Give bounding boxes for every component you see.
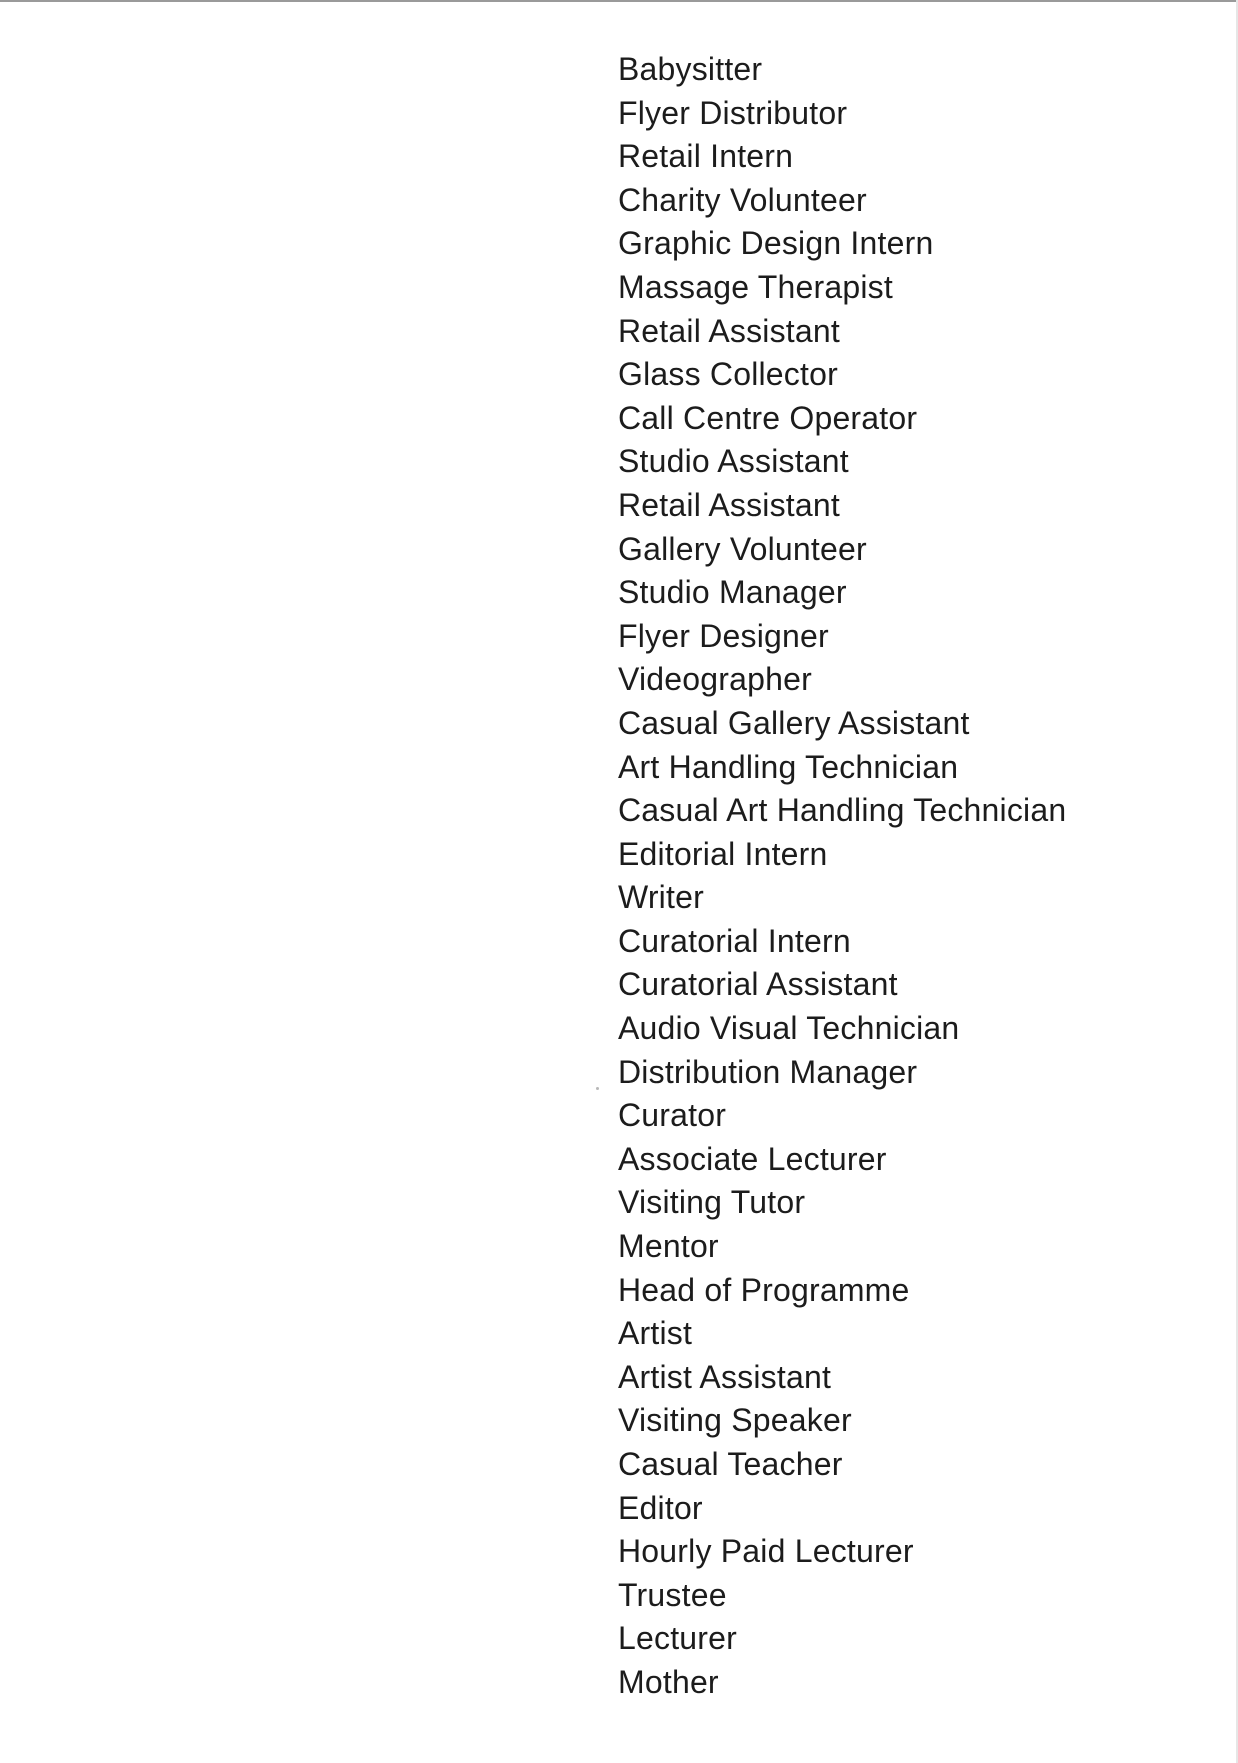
occupation-item: Associate Lecturer bbox=[618, 1140, 887, 1177]
scan-speck bbox=[596, 1087, 599, 1090]
occupation-item: Lecturer bbox=[618, 1620, 737, 1657]
occupation-item: Videographer bbox=[618, 661, 812, 698]
occupation-item: Artist bbox=[618, 1315, 693, 1352]
occupation-item: Visiting Speaker bbox=[618, 1402, 852, 1439]
occupation-item: Curatorial Assistant bbox=[618, 966, 898, 1003]
occupation-item: Curatorial Intern bbox=[618, 922, 851, 959]
occupation-item: Editorial Intern bbox=[618, 835, 828, 872]
occupation-item: Distribution Manager bbox=[618, 1053, 918, 1090]
occupation-item: Charity Volunteer bbox=[618, 181, 867, 218]
occupation-item: Hourly Paid Lecturer bbox=[618, 1533, 914, 1570]
occupation-item: Studio Assistant bbox=[618, 443, 849, 480]
occupation-item: Audio Visual Technician bbox=[618, 1010, 960, 1047]
occupation-item: Flyer Designer bbox=[618, 617, 829, 654]
occupation-item: Head of Programme bbox=[618, 1271, 910, 1308]
occupation-item: Art Handling Technician bbox=[618, 748, 959, 785]
occupation-item: Gallery Volunteer bbox=[618, 530, 867, 567]
occupation-item: Studio Manager bbox=[618, 574, 847, 611]
occupation-item: Artist Assistant bbox=[618, 1358, 832, 1395]
occupation-item: Retail Intern bbox=[618, 138, 794, 175]
occupation-item: Visiting Tutor bbox=[618, 1184, 806, 1221]
occupation-item: Glass Collector bbox=[618, 356, 838, 393]
occupation-item: Mentor bbox=[618, 1228, 719, 1265]
occupation-item: Curator bbox=[618, 1097, 727, 1134]
occupation-item: Graphic Design Intern bbox=[618, 225, 934, 262]
occupation-item: Editor bbox=[618, 1489, 703, 1526]
occupation-item: Flyer Distributor bbox=[618, 94, 848, 131]
occupation-item: Retail Assistant bbox=[618, 486, 840, 523]
occupation-item: Casual Art Handling Technician bbox=[618, 792, 1067, 829]
occupation-list bbox=[618, 48, 1066, 1705]
occupation-item: Massage Therapist bbox=[618, 268, 893, 305]
occupation-item: Mother bbox=[618, 1663, 719, 1700]
occupation-item: Trustee bbox=[618, 1576, 727, 1613]
occupation-item: Casual Teacher bbox=[618, 1446, 843, 1482]
top-edge-rule bbox=[0, 0, 1238, 2]
occupation-item: Babysitter bbox=[618, 51, 763, 87]
occupation-item: Call Centre Operator bbox=[618, 399, 918, 436]
occupation-item: Retail Assistant bbox=[618, 312, 840, 349]
occupation-item: Writer bbox=[618, 879, 704, 916]
occupation-item: Casual Gallery Assistant bbox=[618, 704, 970, 741]
